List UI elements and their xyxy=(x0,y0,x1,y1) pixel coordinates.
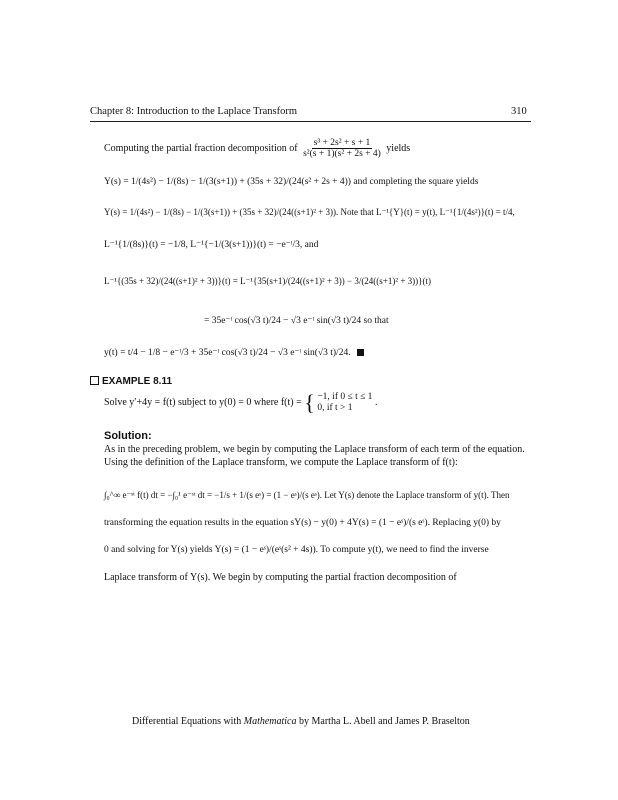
chapter-title: Chapter 8: Introduction to the Laplace Transform xyxy=(90,106,298,117)
laplace-f-equation: ∫₀^∞ e⁻ˢᵗ f(t) dt = −∫₀¹ e⁻ˢᵗ dt = −1/s + 1/(s eˢ) = (1 − eˢ)/(s eˢ). Let Y(s) denote the Laplace transform of y(t). Then xyxy=(104,490,510,500)
footer xyxy=(132,716,470,727)
example-label: EXAMPLE 8.11 xyxy=(102,376,173,387)
rational-denominator: s²(s + 1)(s² + 2s + 4) xyxy=(303,149,381,159)
piecewise-case-1: −1, if 0 ≤ t ≤ 1 xyxy=(317,392,373,402)
solution-y-line xyxy=(104,348,364,359)
completed-square-line: Y(s) = 1/(4s²) − 1/(8s) − 1/(3(s+1)) + (35s + 32)/(24((s+1)² + 3)). Note that L⁻¹{Y}(t) = y(t), L⁻¹{1/(4s²)}(t) = t/4, xyxy=(104,207,515,217)
left-brace-icon: { xyxy=(304,390,315,415)
end-of-proof-icon xyxy=(357,349,364,356)
intro-text: Computing the partial fraction decomposition of xyxy=(104,142,298,154)
piecewise-case-2: 0, if t > 1 xyxy=(317,403,353,413)
intro-yields: yields xyxy=(386,142,411,154)
solution-heading: Solution: xyxy=(104,430,152,442)
rational-numerator: s³ + 2s² + s + 1 xyxy=(313,138,371,148)
header-rule xyxy=(90,121,531,122)
checkbox-square-icon xyxy=(90,376,99,385)
piecewise-cases xyxy=(317,392,372,414)
statement-text: Solve y′+4y = f(t) subject to y(0) = 0 where f(t) = xyxy=(104,397,302,408)
intro-line xyxy=(104,138,410,159)
example-statement xyxy=(104,392,377,414)
cos-sin-line: = 35e⁻ᵗ cos(√3 t)/24 − √3 e⁻ᵗ sin(√3 t)/24 so that xyxy=(204,316,389,326)
solution-paragraph-1: As in the preceding problem, we begin by computing the Laplace transform of each term of the equation. xyxy=(104,444,525,455)
transformed-equation-line: transforming the equation results in the equation sY(s) − y(0) + 4Y(s) = (1 − eˢ)/(s eˢ). Replacing y(0) by xyxy=(104,518,501,528)
solution-y-formula: y(t) = t/4 − 1/8 − e⁻ᵗ/3 + 35e⁻ᵗ cos(√3 t)/24 − √3 e⁻ᵗ sin(√3 t)/24. xyxy=(104,348,351,358)
partial-fraction-line: Y(s) = 1/(4s²) − 1/(8s) − 1/(3(s+1)) + (35s + 32)/(24(s² + 2s + 4)) and completing the square yields xyxy=(104,177,479,187)
statement-period: . xyxy=(374,397,378,408)
footer-post: by Martha L. Abell and James P. Braselton xyxy=(296,716,470,727)
split-fraction-line: L⁻¹{(35s + 32)/(24((s+1)² + 3))}(t) = L⁻¹{35(s+1)/(24((s+1)² + 3)) − 3/(24((s+1)² + 3))}(t) xyxy=(104,276,431,286)
footer-italic: Mathematica xyxy=(243,716,297,727)
partial-fraction-intro: Laplace transform of Y(s). We begin by computing the partial fraction decomposition of xyxy=(104,572,457,583)
inverse-transforms-line: L⁻¹{1/(8s)}(t) = −1/8, L⁻¹{−1/(3(s+1))}(t) = −e⁻ᵗ/3, and xyxy=(104,240,319,250)
page-number: 310 xyxy=(511,106,527,117)
solution-paragraph-2: Using the definition of the Laplace transform, we compute the Laplace transform of f(t): xyxy=(104,457,458,468)
rational-expression xyxy=(301,138,383,159)
solve-for-Y-line: 0 and solving for Y(s) yields Y(s) = (1 − eˢ)/(eˢ(s² + 4s)). To compute y(t), we need to find the inverse xyxy=(104,545,489,555)
example-heading xyxy=(90,376,172,387)
footer-pre: Differential Equations with xyxy=(132,716,244,727)
